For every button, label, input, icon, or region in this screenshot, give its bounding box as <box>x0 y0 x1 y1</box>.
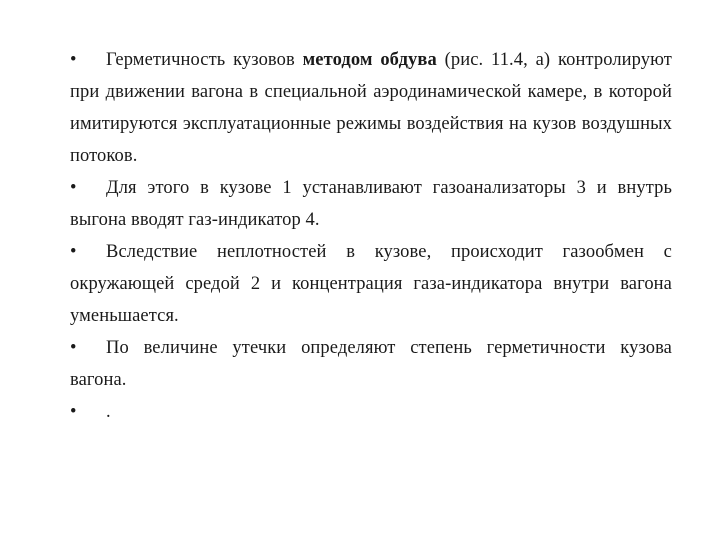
bullet-1: • <box>70 50 77 70</box>
paragraph-1-bold-blowing: обдува <box>380 50 437 70</box>
paragraph-1-text-a: Герметичность кузовов <box>106 50 303 70</box>
bullet-4: • <box>70 338 77 358</box>
document-page <box>70 44 672 428</box>
bullet-3: • <box>70 242 77 262</box>
paragraph-3 <box>70 236 672 332</box>
paragraph-1-text-c: (рис. 11.4, а) контролируют при движении вагона в специальной аэродинамической камере, в которой имитируются эксплуатационные режимы воздействия на кузов воздушных потоков. <box>70 50 672 166</box>
paragraph-2 <box>70 172 672 236</box>
paragraph-5-text: . <box>106 402 111 422</box>
paragraph-1 <box>70 44 672 172</box>
paragraph-5 <box>70 396 672 428</box>
paragraph-2-text: Для этого в кузове 1 устанавливают газоанализаторы 3 и внутрь выгона вводят газ-индикатор 4. <box>70 178 672 230</box>
paragraph-3-text: Вследствие неплотностей в кузове, происходит газообмен с окружающей средой 2 и концентрация газа-индикатора внутри вагона уменьшается. <box>70 242 672 326</box>
paragraph-4-text: По величине утечки определяют степень герметичности кузова вагона. <box>70 338 672 390</box>
paragraph-4 <box>70 332 672 396</box>
bullet-5: • <box>70 402 77 422</box>
bullet-2: • <box>70 178 77 198</box>
paragraph-1-bold-method: методом <box>302 50 373 70</box>
